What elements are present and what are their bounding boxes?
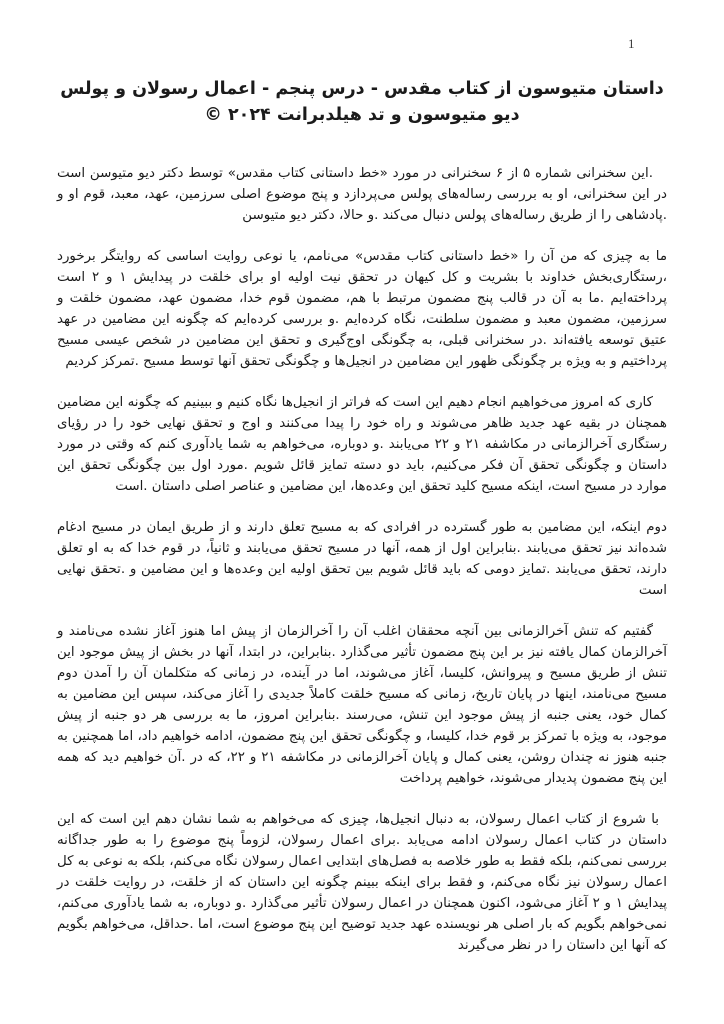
title-block [0,0,724,128]
paragraph-3: کاری که امروز می‌خواهیم انجام دهیم این است که فراتر از انجیل‌ها نگاه کنیم و ببینیم که چگونه این مضامین همچنان در بقیه عهد جدید ظاهر می‌شوند و راه خود را پیدا می‌کنند و اوج و تحقق نهایی خود را در رؤیای رستگاری آخرالزمانی در مکاشفه ۲۱ و ۲۲ می‌یابند .و دوباره، می‌خواهم به شما یادآوری کنم که وقتی در مورد داستان و چگونگی تحقق آن فکر می‌کنیم، باید دو دسته تمایز قائل شویم .مورد اول بین چگونگی تحقق این موارد در مسیح است، اینکه مسیح کلید تحقق این وعده‌ها، این مضامین و عناصر اصلی داستان .است [57,395,667,494]
document-subtitle-copyright: دیو متیوسون و تد هیلدبرانت ۲۰۲۴ © [204,105,520,125]
document-body [57,163,667,956]
document-title: داستان متیوسون از کتاب مقدس - درس پنجم - اعمال رسولان و پولس [60,79,664,99]
page-number: 1 [628,36,635,51]
paragraph-1: .این سخنرانی شماره ۵ از ۶ سخنرانی در مورد «خط داستانی کتاب مقدس» توسط دکتر دیو متیوسن است در این سخنرانی، او به بررسی رساله‌های پولس می‌پردازد و پنج موضوع اصلی سرزمین، عهد، معبد، قوم او و .پادشاهی را از طریق رساله‌های پولس دنبال می‌کند .و حالا، دکتر دیو متیوسن [57,166,667,223]
paragraph-4: دوم اینکه، این مضامین به طور گسترده در افرادی که به مسیح تعلق دارند و از طریق ایمان در مسیح ادغام شده‌اند نیز تحقق می‌یابند .بنابراین اول از همه، آنها در مسیح تحقق می‌یابند و ثانیاً، در قوم خدا که به او تعلق دارند، تحقق می‌یابند .تمایز دومی که باید قائل شویم بین تحقق اولیه این وعده‌ها و این مضامین و .تحقق نهایی است [57,520,667,598]
paragraph-5: گفتیم که تنش آخرالزمانی بین آنچه محققان اغلب آن را آخرالزمان از پیش اما هنوز آغاز نشده می‌نامند و آخرالزمان کمال یافته نیز بر این پنج مضمون تأثیر می‌گذارد .بنابراین، در ابتدا، آنها در بخش از پیش موجود این تنش از طریق مسیح و پیروانش، کلیسا، آغاز می‌شوند، اما در آینده، در زمانی که متکلمان آن را آمدن دوم مسیح می‌نامند، اینها در پایان تاریخ، زمانی که مسیح خلقت کاملاً جدیدی را آغاز می‌کند، سپس این مضامین به کمال خود، یعنی جنبه از پیش موجود این تنش، می‌رسند .بنابراین امروز، ما به بررسی هر دو جنبه از پیش موجود، به ویژه با تمرکز بر قوم خدا، کلیسا، و چگونگی تحقق این پنج مضمون، ادامه خواهیم داد، اما همچنین به جنبه هنوز نه چندان روشن، یعنی کمال و پایان آخرالزمانی در مکاشفه ۲۱ و ۲۲، که در .آن خواهیم دید که همه این پنج مضمون پدیدار می‌شوند، خواهیم پرداخت [57,624,667,786]
paragraph-2: ما به چیزی که من آن را «خط داستانی کتاب مقدس» می‌نامم، یا نوعی روایت اساسی که روایتگر برخورد ،رستگاری‌بخش خداوند با بشریت و کل کیهان در تحقق نیت اولیه او برای خلقت در پیدایش ۱ و ۲ است پرداخته‌ایم .ما به آن در قالب پنج مضمون مرتبط با هم، مضمون قوم خدا، مضمون عهد، مضمون خلقت و سرزمین، مضمون معبد و مضمون سلطنت، نگاه کرده‌ایم .و بررسی کرده‌ایم که چگونه این مضامین در عهد عتیق توسعه یافته‌اند .در سخنرانی قبلی، به چگونگی اوج‌گیری و تحقق این مضامین در شخص عیسی مسیح پرداختیم و به ویژه بر چگونگی ظهور این مضامین در انجیل‌ها و چگونگی تحقق آنها توسط مسیح .تمرکز کردیم [57,249,667,369]
paragraph-6: با شروع از کتاب اعمال رسولان، به دنبال انجیل‌ها، چیزی که می‌خواهم به شما نشان دهم این است که این داستان در کتاب اعمال رسولان ادامه می‌یابد .برای اعمال رسولان، لزوماً پنج موضوع را به طور جداگانه بررسی نمی‌کنم، بلکه فقط به طور خلاصه به فصل‌های ابتدایی اعمال رسولان نگاه می‌کنم، بلکه به نوعی به کل اعمال رسولان نیز نگاه می‌کنم، و فقط برای اینکه ببینم چگونه این داستان که از خلقت، در روایت خلقت در پیدایش ۱ و ۲ آغاز می‌شود، اکنون همچنان در اعمال رسولان تأثیر می‌گذارد .و دوباره، به شما یادآوری می‌کنم، نمی‌خواهم بگویم که بار اصلی هر نویسنده عهد جدید توضیح این پنج موضوع است، اما .حداقل، می‌خواهم بگویم که آنها این داستان را در نظر می‌گیرند [57,812,668,953]
